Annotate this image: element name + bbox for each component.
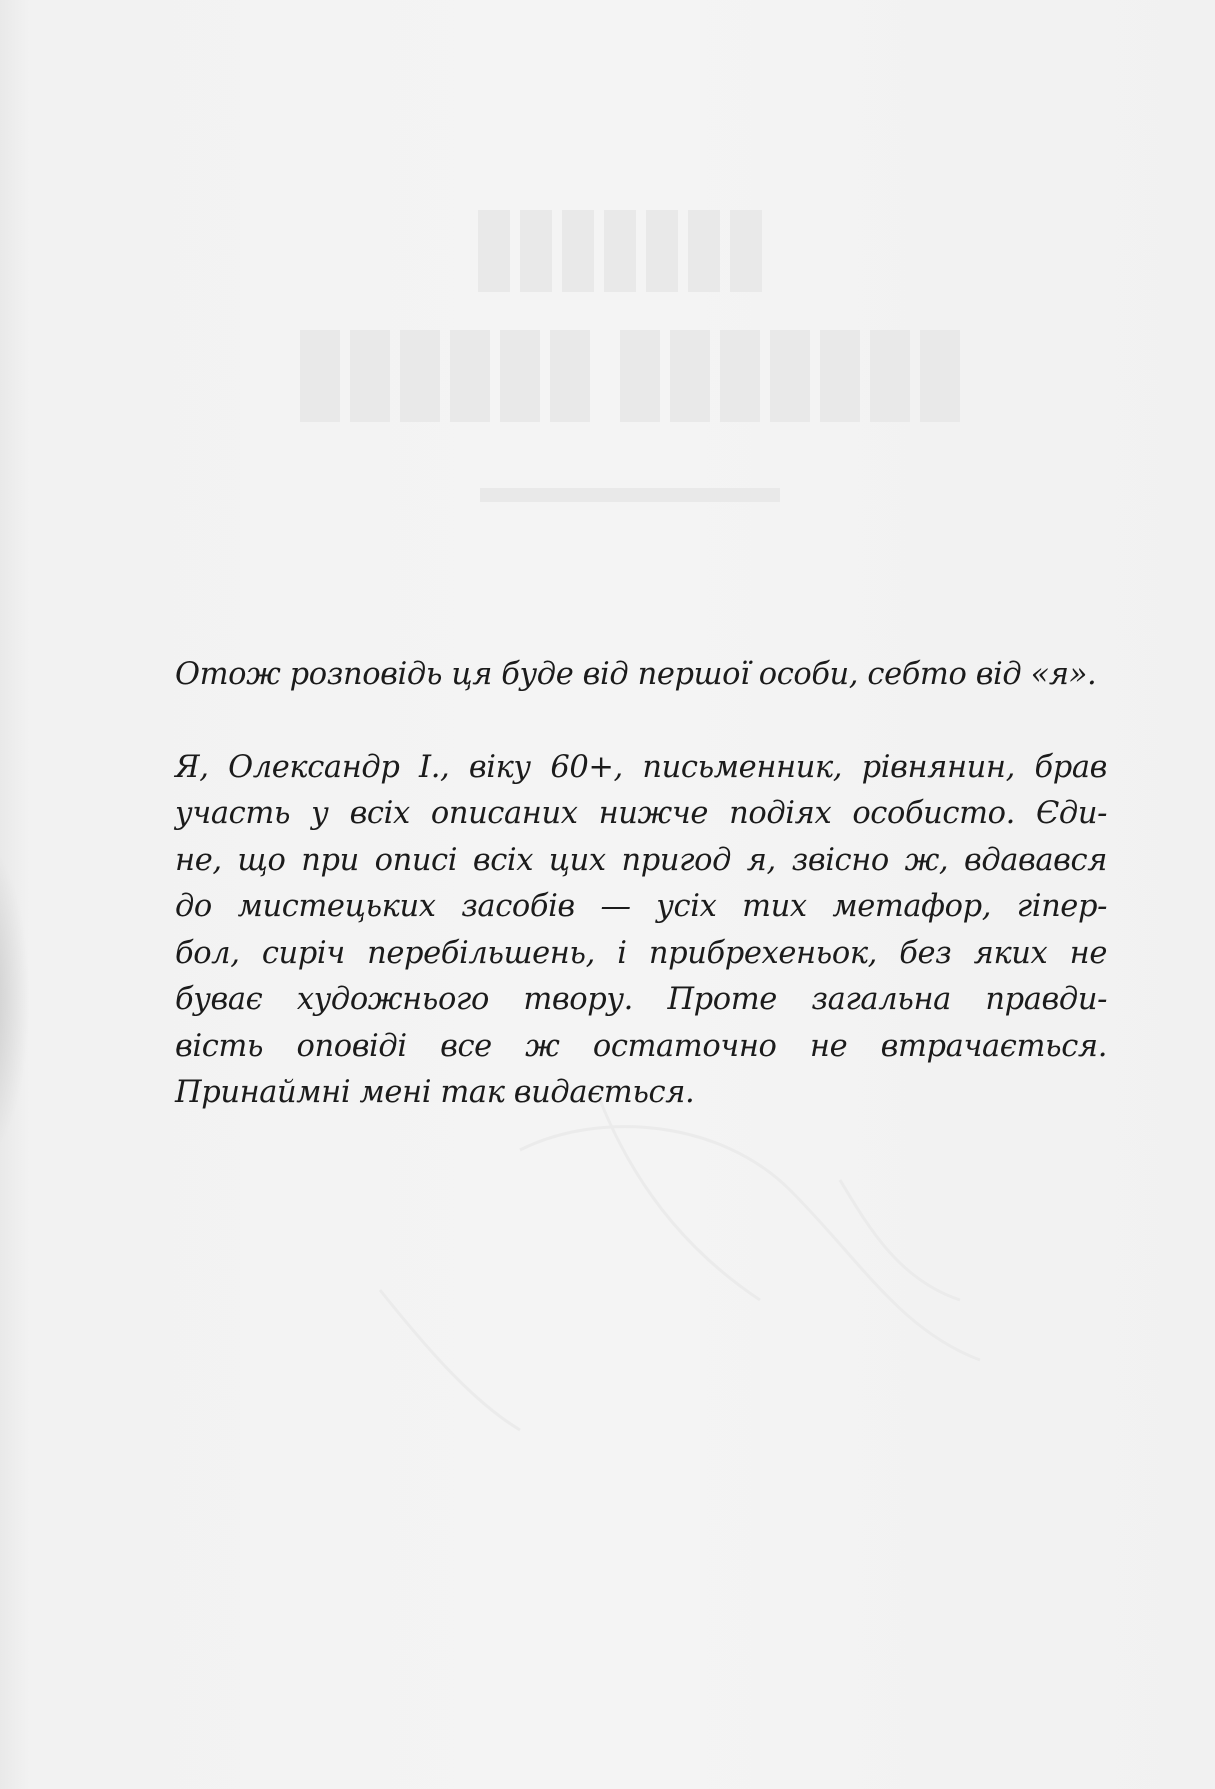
text-line: буває художнього твору. Проте загальна правди-	[175, 982, 1107, 1017]
text-line: до мистецьких засобів — усіх тих метафор, гіпер-	[175, 889, 1107, 924]
text-line: участь у всіх описаних нижче подіях особисто. Єди-	[175, 796, 1107, 831]
text-line: Я, Олександр І., віку 60+, письменник, рівнянин, брав	[175, 749, 1107, 785]
text-line: бол, сиріч перебільшень, і прибрехеньок, без яких не	[175, 935, 1107, 971]
text-line: Отож розповідь ця буде від першої особи, себто від «я».	[175, 657, 1097, 692]
text-line: не, що при описі всіх цих пригод я, звісно ж, вдавався	[175, 842, 1107, 878]
text-line: Принаймні мені так видається.	[175, 1075, 695, 1110]
paragraph	[175, 745, 1107, 1117]
text-line: вість оповіді все ж остаточно не втрачається.	[175, 1028, 1107, 1064]
body-text	[175, 652, 1107, 1117]
page-edge-shadow	[0, 840, 30, 1160]
paragraph	[175, 652, 1107, 699]
